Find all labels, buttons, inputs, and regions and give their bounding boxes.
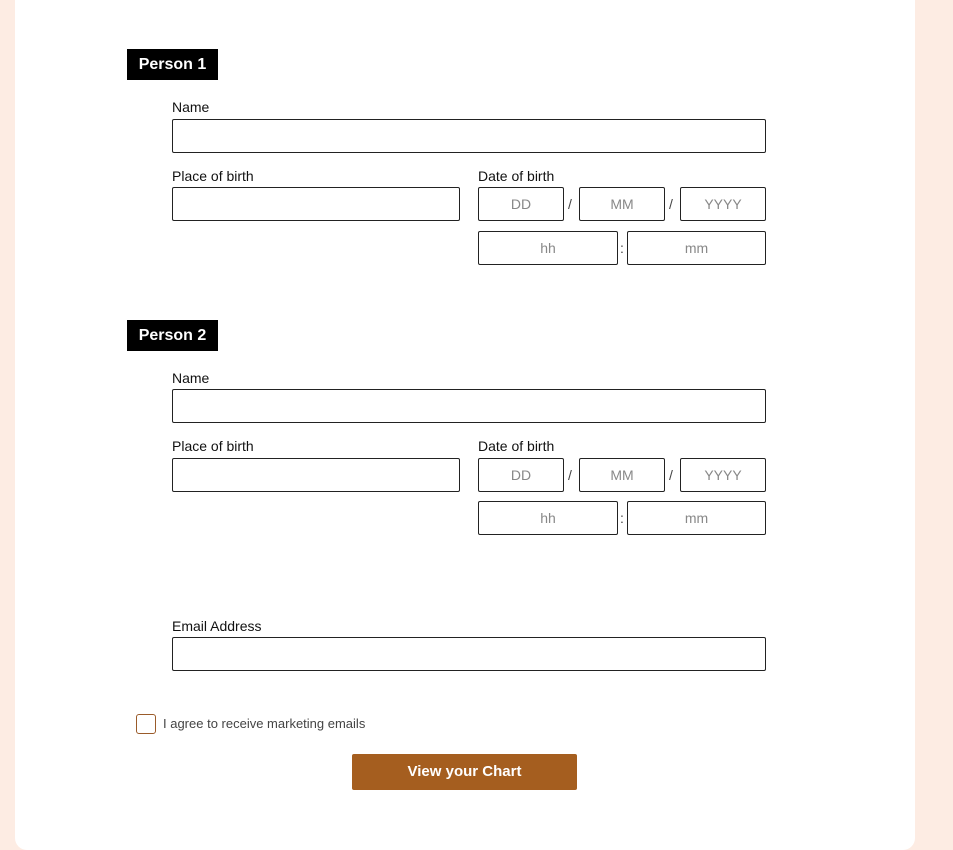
person-2-day-input[interactable]: DD <box>478 458 564 492</box>
person-2-year-input[interactable]: YYYY <box>680 458 766 492</box>
person-1-minute-input[interactable]: mm <box>627 231 766 265</box>
marketing-consent-label: I agree to receive marketing emails <box>163 716 366 731</box>
person-2-date-separator: / <box>669 467 673 483</box>
person-1-dob-label: Date of birth <box>478 168 555 184</box>
person-1-name-input[interactable] <box>172 119 766 153</box>
marketing-consent-checkbox[interactable] <box>136 714 156 734</box>
person-1-hour-input[interactable]: hh <box>478 231 618 265</box>
person-1-year-input[interactable]: YYYY <box>680 187 766 221</box>
person-2-place-label: Place of birth <box>172 438 254 454</box>
email-input[interactable] <box>172 637 766 671</box>
person-2-time-separator: : <box>620 510 624 526</box>
person-2-date-separator: / <box>568 467 572 483</box>
person-2-badge: Person 2 <box>127 320 218 351</box>
person-1-month-input[interactable]: MM <box>579 187 665 221</box>
person-1-place-input[interactable] <box>172 187 460 221</box>
person-2-name-label: Name <box>172 370 210 386</box>
person-2-hour-input[interactable]: hh <box>478 501 618 535</box>
person-2-name-input[interactable] <box>172 389 766 423</box>
person-1-badge: Person 1 <box>127 49 218 80</box>
person-1-day-input[interactable]: DD <box>478 187 564 221</box>
person-2-month-input[interactable]: MM <box>579 458 665 492</box>
email-label: Email Address <box>172 618 262 634</box>
person-1-time-separator: : <box>620 240 624 256</box>
person-2-dob-label: Date of birth <box>478 438 555 454</box>
person-1-name-label: Name <box>172 99 210 115</box>
view-chart-button[interactable]: View your Chart <box>352 754 577 790</box>
person-1-date-separator: / <box>568 196 572 212</box>
person-1-place-label: Place of birth <box>172 168 254 184</box>
person-1-date-separator: / <box>669 196 673 212</box>
person-2-place-input[interactable] <box>172 458 460 492</box>
person-2-minute-input[interactable]: mm <box>627 501 766 535</box>
